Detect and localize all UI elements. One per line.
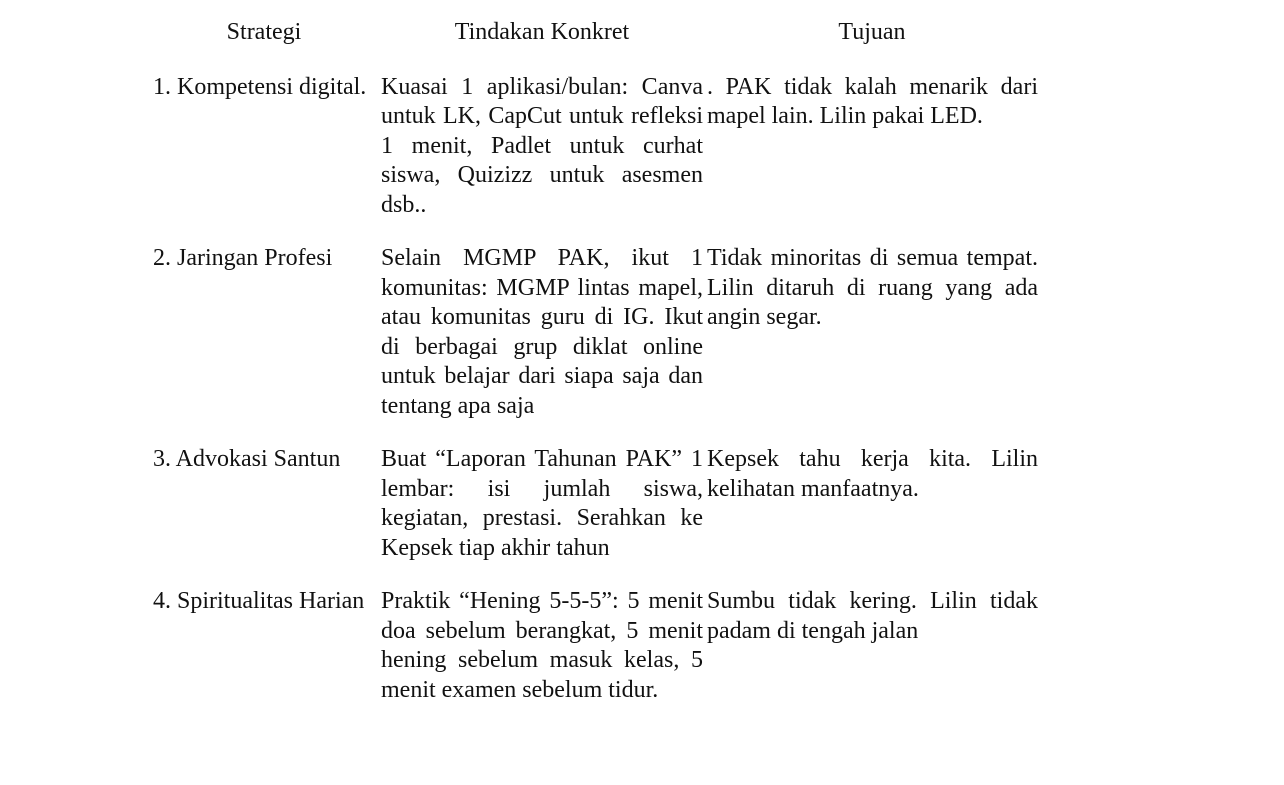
header-action: Tindakan Konkret <box>454 19 630 45</box>
header-goal: Tujuan <box>838 19 906 45</box>
action-cell: Praktik “Hening 5-5-5”: 5 menit doa sebelum berangkat, 5 menit hening sebelum masuk kelas, 5 menit examen sebelum tidur. <box>381 588 703 703</box>
table-row <box>150 244 1038 445</box>
strategy-cell: 4. Spiritualitas Harian <box>153 588 365 614</box>
table-row <box>150 445 1038 587</box>
strategy-cell: 2. Jaringan Profesi <box>153 245 333 271</box>
header-strategy: Strategi <box>226 19 302 45</box>
strategy-table <box>150 16 1038 729</box>
strategy-cell: 1. Kompetensi digital. <box>153 73 367 100</box>
goal-cell: Kepsek tahu kerja kita. Lilin kelihatan manfaatnya. <box>707 446 1038 502</box>
action-cell: Selain MGMP PAK, ikut 1 komunitas: MGMP lintas mapel, atau komunitas guru di IG. Ikut di berbagai grup diklat online untuk belajar dari siapa saja dan tentang apa saja <box>381 245 703 419</box>
table-header-row <box>150 16 1038 73</box>
goal-cell: Tidak minoritas di semua tempat. Lilin ditaruh di ruang yang ada angin segar. <box>707 245 1038 330</box>
action-cell: Buat “Laporan Tahunan PAK” 1 lembar: isi jumlah siswa, kegiatan, prestasi. Serahkan ke Kepsek tiap akhir tahun <box>381 446 703 561</box>
goal-cell: Sumbu tidak kering. Lilin tidak padam di tengah jalan <box>707 588 1038 644</box>
action-cell: Kuasai 1 aplikasi/bulan: Canva untuk LK, CapCut untuk refleksi 1 menit, Padlet untuk curhat siswa, Quizizz untuk asesmen dsb.. <box>381 73 703 218</box>
table-row <box>150 587 1038 729</box>
strategy-cell: 3. Advokasi Santun <box>153 446 341 472</box>
goal-cell: . PAK tidak kalah menarik dari mapel lain. Lilin pakai LED. <box>707 73 1038 129</box>
table-row <box>150 73 1038 245</box>
